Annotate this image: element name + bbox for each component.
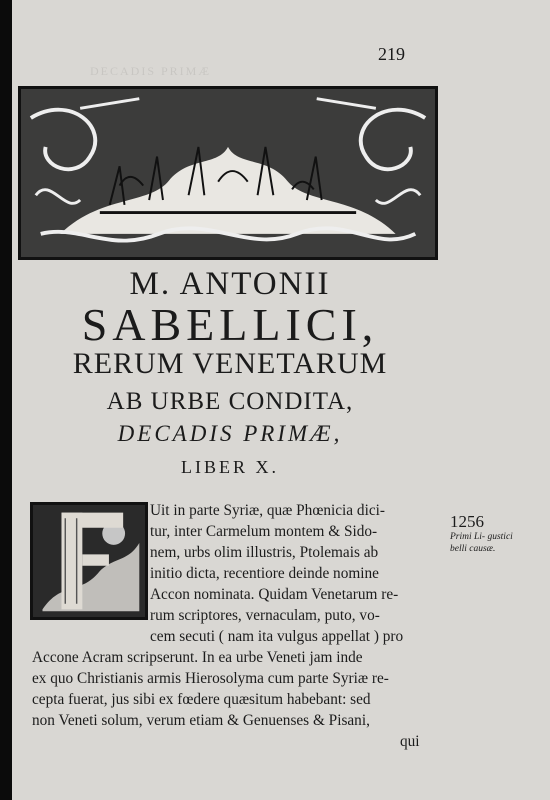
margin-year: 1256 xyxy=(450,512,484,531)
drop-cap-f xyxy=(30,502,148,620)
text-line: Uit in parte Syriæ, quæ Phœnicia dici- xyxy=(150,502,385,519)
title-author-name: SABELLICI, xyxy=(81,299,379,350)
title-author-first: M. ANTONII xyxy=(129,266,331,302)
text-line: cem secuti ( nam ita vulgus appellat ) pro xyxy=(150,628,404,645)
page-number: 219 xyxy=(378,44,405,64)
title-work: RERUM VENETARUM xyxy=(72,347,388,380)
margin-note: Primi Li- gustici belli causæ. xyxy=(450,532,513,554)
text-line: tur, inter Carmelum montem & Sido- xyxy=(150,523,378,540)
text-line: initio dicta, recentiore deinde nomine xyxy=(150,565,379,582)
title-decade: DECADIS PRIMÆ, xyxy=(117,421,343,446)
text-line: cepta fuerat, jus sibi ex fœdere quæsitum habebant: sed xyxy=(32,691,371,708)
woodcut-headpiece xyxy=(18,86,438,260)
text-line: rum scriptores, vernaculam, puto, vo- xyxy=(150,607,380,624)
text-line: nem, urbs olim illustris, Ptolemais ab xyxy=(150,544,379,561)
text-line: non Veneti solum, verum etiam & Genuenses & Pisani, xyxy=(32,712,370,729)
title-subtitle: AB URBE CONDITA, xyxy=(106,388,354,415)
text-line: Accone Acram scripserunt. In ea urbe Veneti jam inde xyxy=(32,649,363,666)
text-line: ex quo Christianis armis Hierosolyma cum parte Syriæ re- xyxy=(32,670,389,687)
bleed-through-text: DECADIS PRIMÆ xyxy=(90,64,212,78)
book-heading: LIBER X. xyxy=(181,457,279,477)
text-line: Accon nominata. Quidam Venetarum re- xyxy=(150,586,399,603)
catchword: qui xyxy=(400,733,420,750)
left-page-edge xyxy=(0,0,12,800)
